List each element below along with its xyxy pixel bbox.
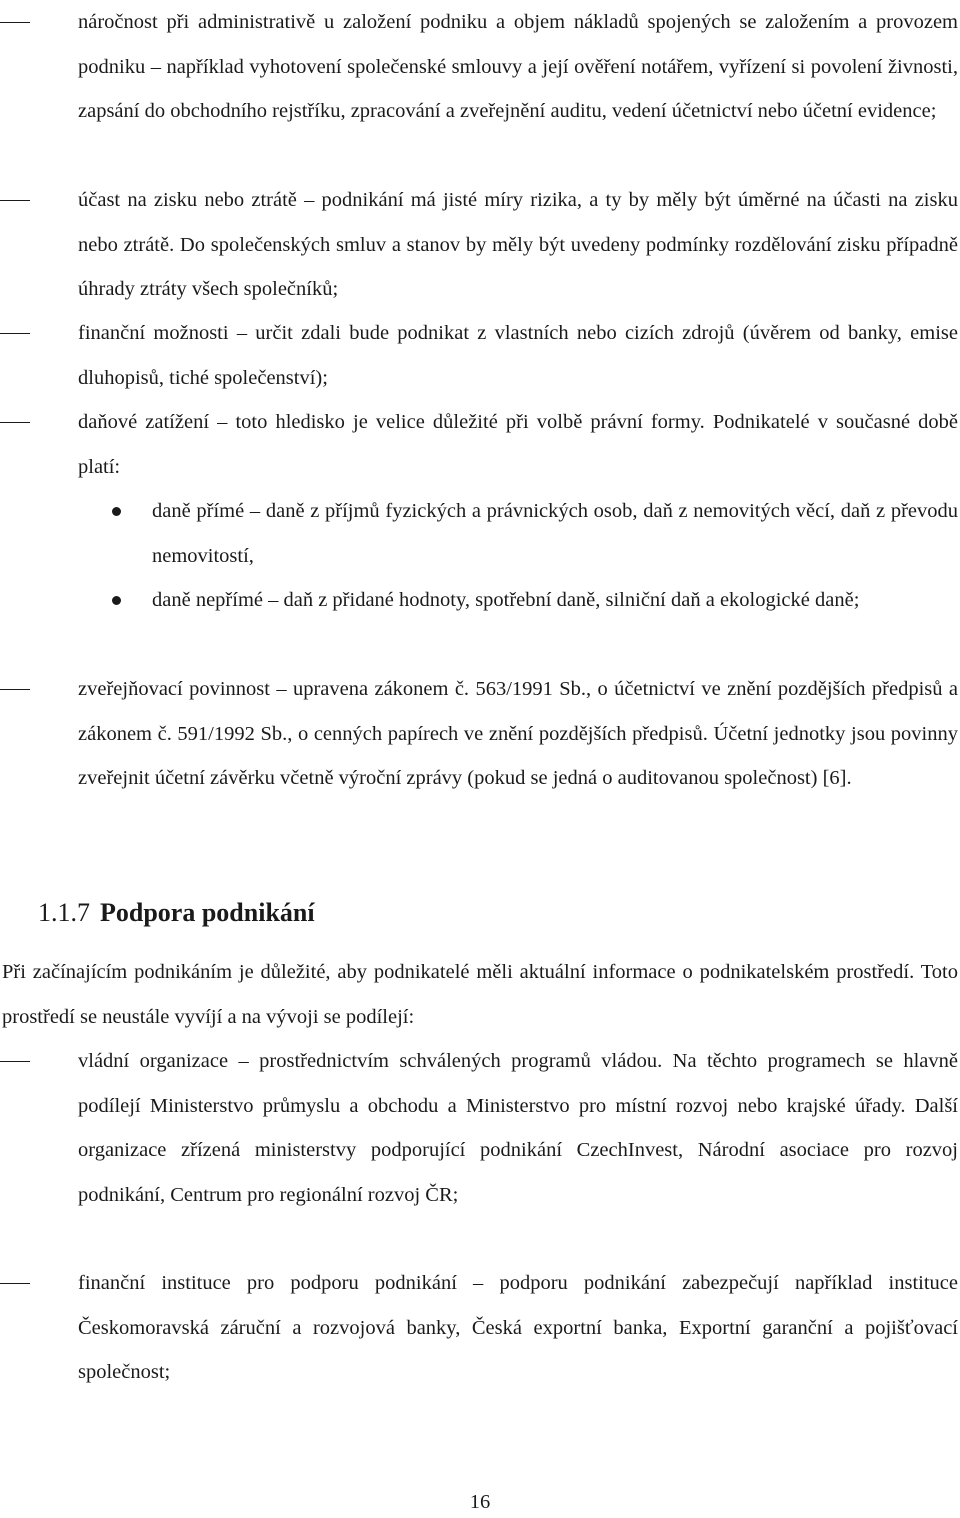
dash-marker [0, 689, 30, 690]
section-number: 1.1.7 [38, 898, 90, 927]
dash-marker [0, 1283, 30, 1284]
list-item-text: účast na zisku nebo ztrátě – podnikání má jisté míry rizika, a ty by měly být úměrné na účasti na zisku nebo ztrátě. Do společenských smluv a stanov by měly být uvedeny podmínky rozdělování zisku případně úhrady ztráty všech společníků; [78, 189, 958, 300]
list-item-text: finanční instituce pro podporu podnikání – podporu podnikání zabezpečují například instituce Českomoravská záruční a rozvojová banky, Česká exportní banka, Exportní garanční a pojišťovací společnost; [78, 1272, 958, 1383]
list-item [0, 311, 960, 400]
section-title: Podpora podnikání [100, 898, 315, 927]
list-item [0, 0, 960, 178]
page-number: 16 [469, 1491, 491, 1513]
list-item [0, 400, 960, 489]
bullet-marker [112, 596, 121, 605]
bullet-list-item [0, 578, 960, 667]
list-item [0, 1039, 960, 1261]
bullet-marker [112, 507, 121, 516]
list-item [0, 178, 960, 311]
dash-marker [0, 422, 30, 423]
intro-paragraph: Při začínajícím podnikáním je důležité, aby podnikatelé měli aktuální informace o podnikatelském prostředí. Toto prostředí se neustále vyvíjí a na vývoji se podílejí: [2, 961, 958, 1028]
list-section-2 [0, 950, 960, 1394]
list-item-text: náročnost při administrativě u založení podniku a objem nákladů spojených se založením a provozem podniku – například vyhotovení společenské smlouvy a její ověření notářem, vyřízení si povolení živnosti, zapsání do obchodního rejstříku, zpracování a zveřejnění auditu, vedení účetnictví nebo účetní evidence; [78, 11, 958, 122]
section-heading [38, 891, 315, 935]
list-item-text: vládní organizace – prostřednictvím schválených programů vládou. Na těchto programech se hlavně podílejí Ministerstvo průmyslu a obchodu a Ministerstvo pro místní rozvoj nebo krajské úřady. Další organizace zřízená ministerstvy podporující podnikání CzechInvest, Národní asociace pro rozvoj podnikání, Centrum pro regionální rozvoj ČR; [78, 1050, 958, 1206]
list-item-text: daně nepřímé – daň z přidané hodnoty, spotřební daně, silniční daň a ekologické daně; [152, 589, 860, 611]
list-item [0, 1261, 960, 1394]
list-item-text: finanční možnosti – určit zdali bude podnikat z vlastních nebo cizích zdrojů (úvěrem od banky, emise dluhopisů, tiché společenství); [78, 322, 958, 389]
bullet-list-item [0, 489, 960, 578]
dash-marker [0, 333, 30, 334]
dash-marker [0, 22, 30, 23]
list-item [0, 667, 960, 845]
list-item-text: daně přímé – daně z příjmů fyzických a právnických osob, daň z nemovitých věcí, daň z převodu nemovitostí, [152, 500, 958, 567]
list-item-text: zveřejňovací povinnost – upravena zákonem č. 563/1991 Sb., o účetnictví ve znění pozdějších předpisů a zákonem č. 591/1992 Sb., o cenných papírech ve znění pozdějších předpisů. Účetní jednotky jsou povinny zveřejnit účetní závěrku včetně výroční zprávy (pokud se jedná o auditovanou společnost) [6]. [78, 678, 958, 789]
list-item-text: daňové zatížení – toto hledisko je velice důležité při volbě právní formy. Podnikatelé v současné době platí: [78, 411, 958, 478]
dash-marker [0, 200, 30, 201]
dash-marker [0, 1061, 30, 1062]
